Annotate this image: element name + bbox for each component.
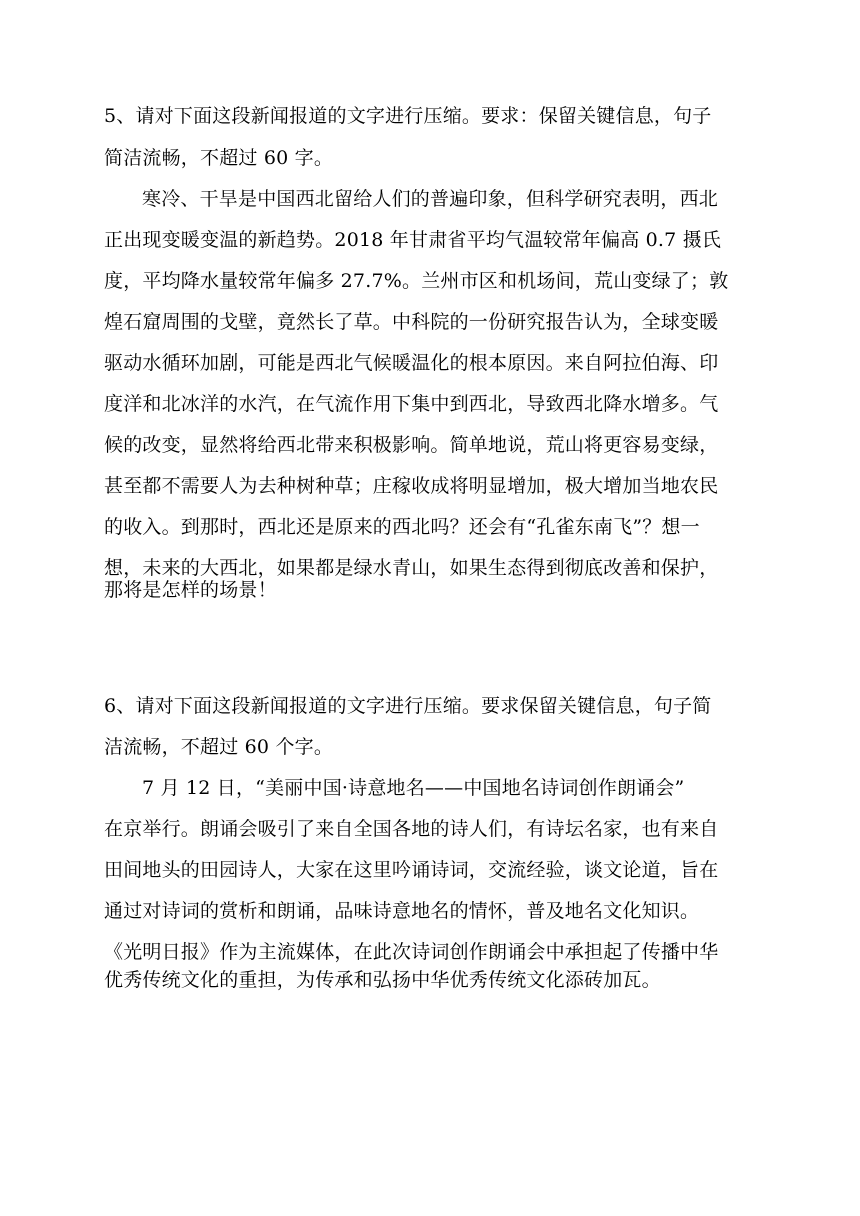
q5-passage-line-9: 的收入。到那时，西北还是原来的西北吗？还会有“孔雀东南飞”？想一 xyxy=(104,516,700,538)
q5-passage-line-1: 寒冷、干旱是中国西北留给人们的普遍印象，但科学研究表明，西北 xyxy=(142,188,719,210)
q5-passage-line-7: 候的改变，显然将给西北带来积极影响。简单地说，荒山将更容易变绿， xyxy=(104,434,719,456)
q6-passage-line-2: 在京举行。朗诵会吸引了来自全国各地的诗人们，有诗坛名家，也有来自 xyxy=(104,818,719,840)
q6-passage-line-1: 7 月 12 日，“美丽中国·诗意地名——中国地名诗词创作朗诵会” xyxy=(142,777,685,799)
q5-passage-line-5: 驱动水循环加剧，可能是西北气候暖温化的根本原因。来自阿拉伯海、印 xyxy=(104,352,719,374)
q5-passage-line-10: 想，未来的大西北，如果都是绿水青山，如果生态得到彻底改善和保护， xyxy=(104,557,719,579)
q6-passage-line-6: 优秀传统文化的重担，为传承和弘扬中华优秀传统文化添砖加瓦。 xyxy=(104,969,661,991)
q5-passage-line-2: 正出现变暖变温的新趋势。2018 年甘肃省平均气温较常年偏高 0.7 摄氏 xyxy=(104,229,722,251)
q5-passage-line-3: 度，平均降水量较常年偏多 27.7%。兰州市区和机场间，荒山变绿了；敦 xyxy=(104,270,729,292)
q5-passage-line-4: 煌石窟周围的戈壁，竟然长了草。中科院的一份研究报告认为，全球变暖 xyxy=(104,311,719,333)
q5-prompt-line-2: 简洁流畅，不超过 60 字。 xyxy=(104,147,334,169)
q5-passage-line-8: 甚至都不需要人为去种树种草；庄稼收成将明显增加，极大增加当地农民 xyxy=(104,475,719,497)
q6-passage-line-5: 《光明日报》作为主流媒体，在此次诗词创作朗诵会中承担起了传播中华 xyxy=(104,941,719,963)
q6-passage-line-3: 田间地头的田园诗人，大家在这里吟诵诗词，交流经验，谈文论道，旨在 xyxy=(104,859,719,881)
q6-prompt-line-1: 6、请对下面这段新闻报道的文字进行压缩。要求保留关键信息，句子简 xyxy=(104,695,712,717)
q5-passage-line-11: 那将是怎样的场景！ xyxy=(104,579,277,601)
q5-prompt-line-1: 5、请对下面这段新闻报道的文字进行压缩。要求：保留关键信息，句子 xyxy=(104,105,712,127)
q6-passage-line-4: 通过对诗词的赏析和朗诵，品味诗意地名的情怀，普及地名文化知识。 xyxy=(104,900,700,922)
q5-passage-line-6: 度洋和北冰洋的水汽，在气流作用下集中到西北，导致西北降水增多。气 xyxy=(104,393,719,415)
q6-prompt-line-2: 洁流畅，不超过 60 个字。 xyxy=(104,736,334,758)
